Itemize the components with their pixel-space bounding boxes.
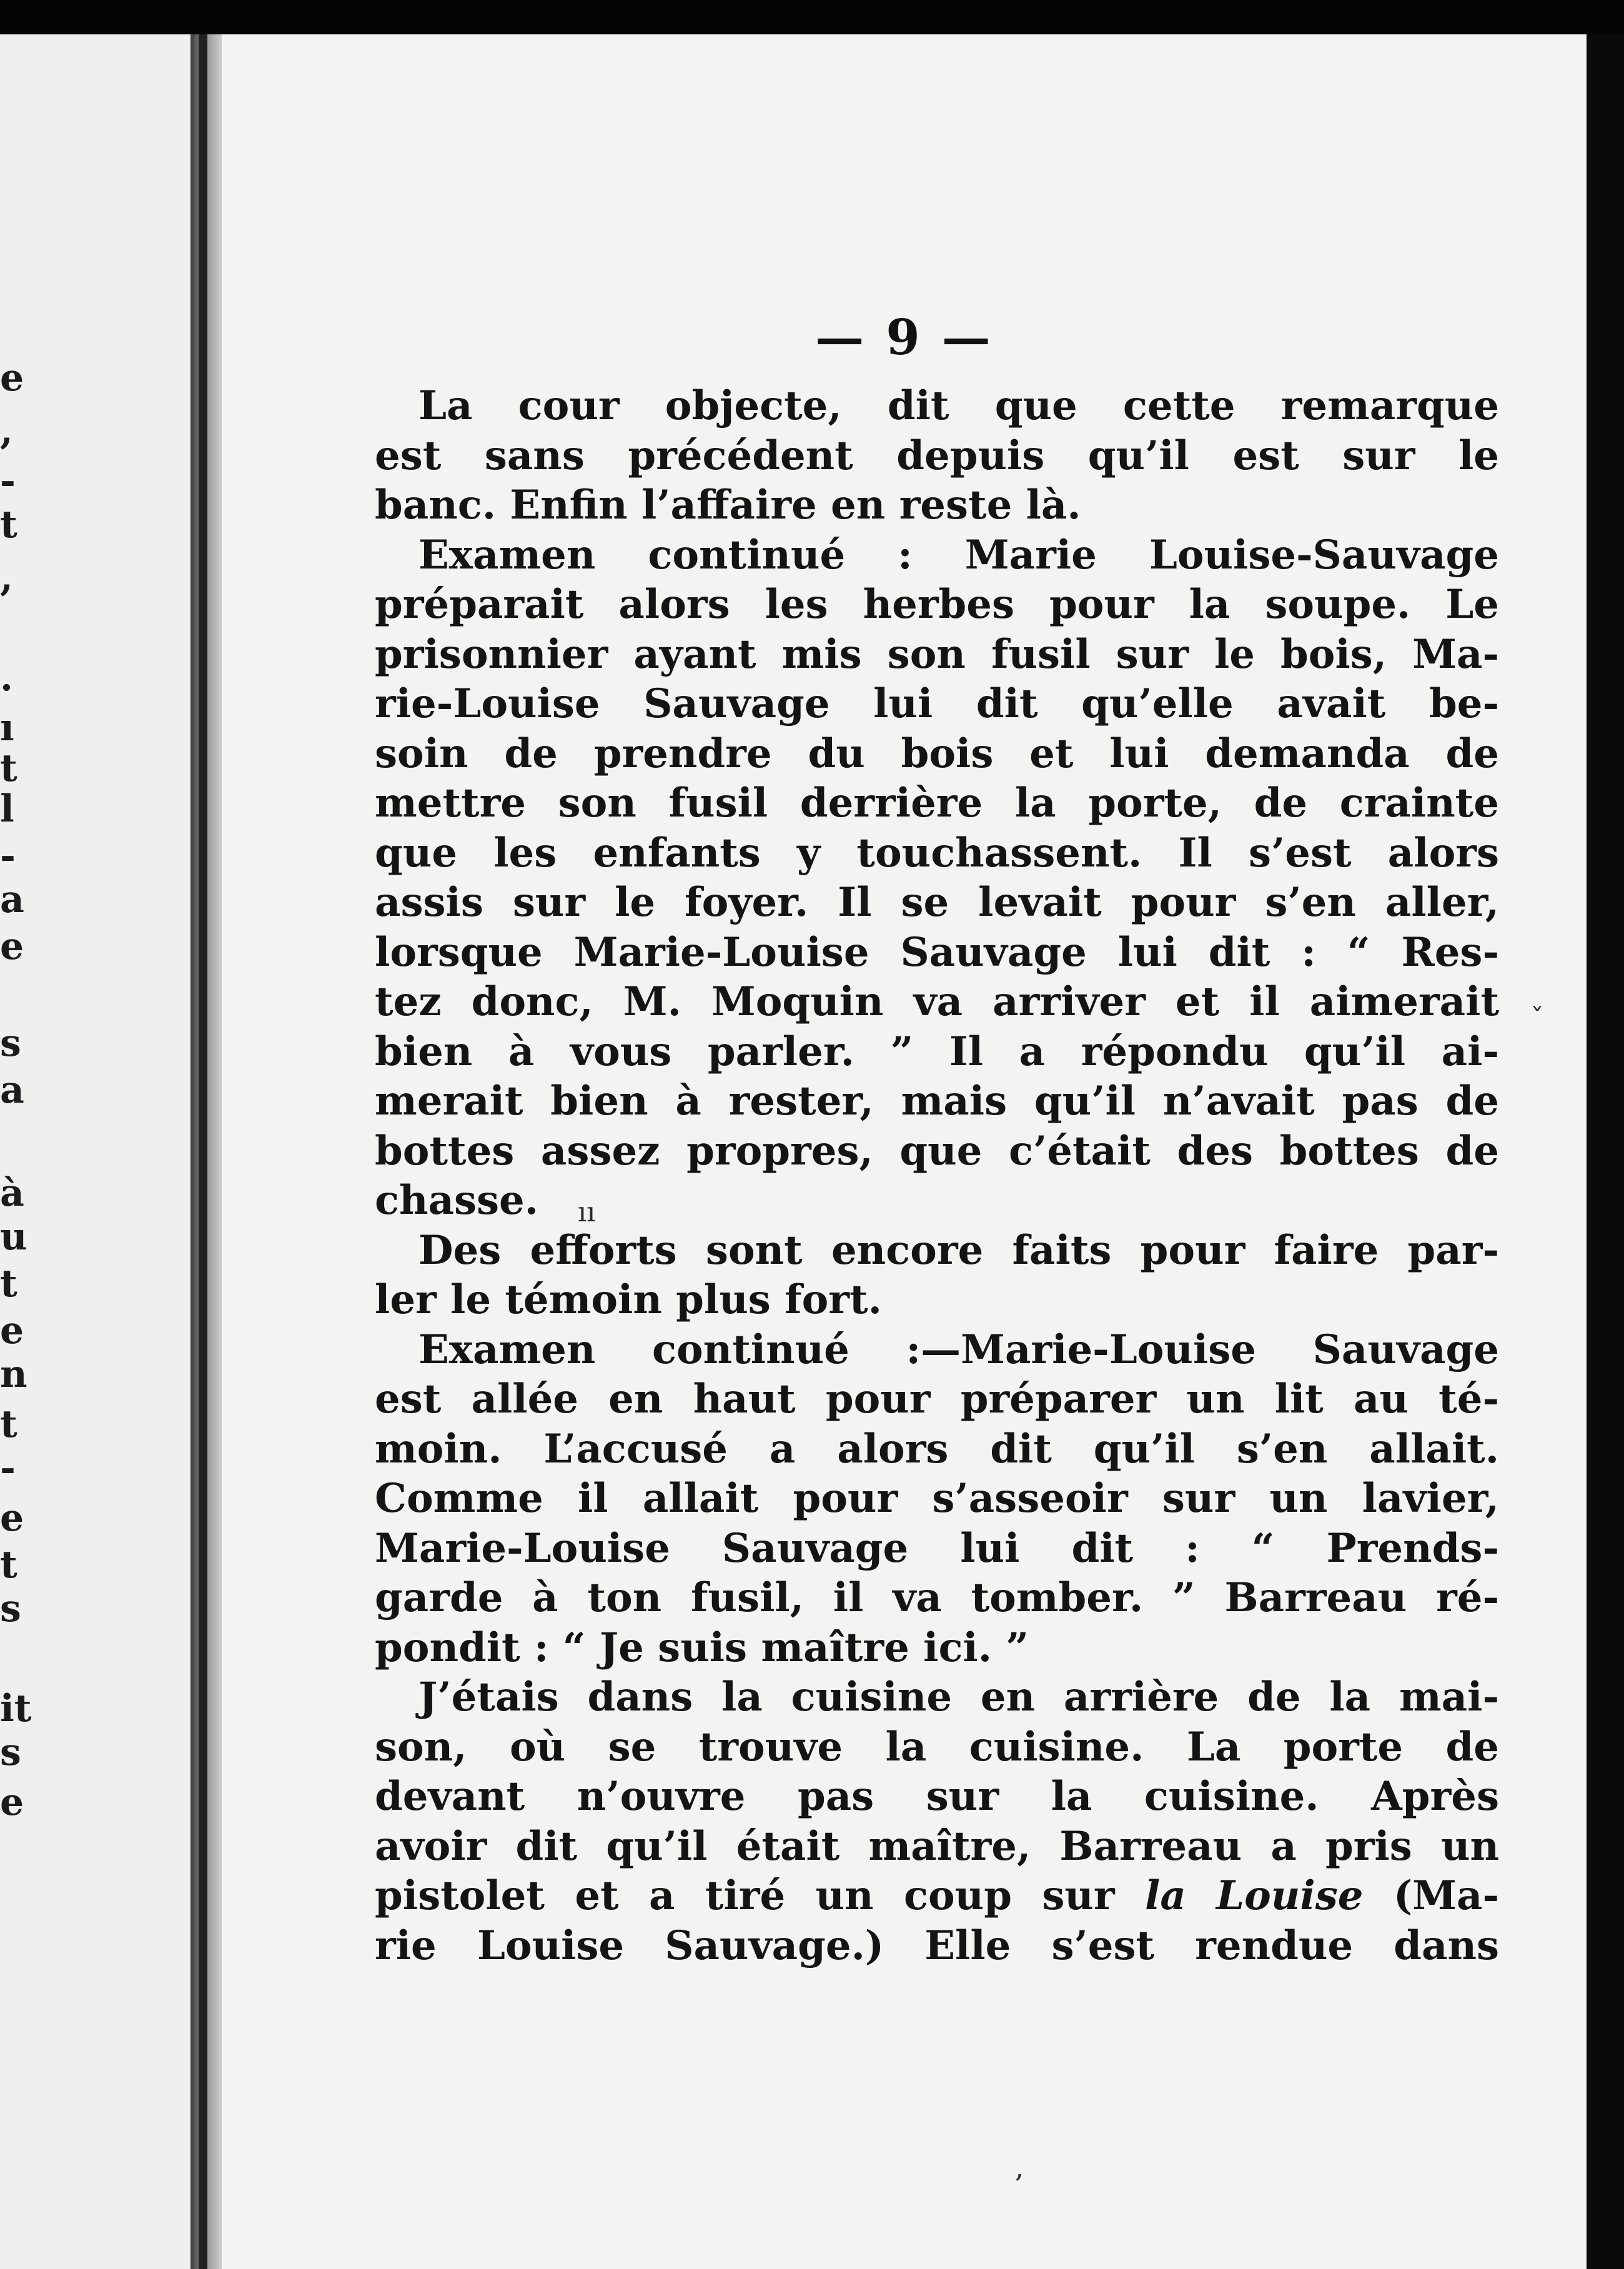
- text-line: La cour objecte, dit que cette remarque: [418, 382, 1499, 429]
- text-line: merait bien à rester, mais qu’il n’avait pas de: [375, 1078, 1499, 1125]
- left-page-char: e: [0, 925, 24, 968]
- text-line: ler le témoin plus fort.: [375, 1276, 882, 1323]
- text-line: pondit : “ Je suis maître ici. ”: [375, 1624, 1029, 1671]
- text-line: prisonnier ayant mis son fusil sur le bois, Ma-: [375, 630, 1499, 678]
- left-page-char: s: [0, 1730, 21, 1774]
- page-body-text: [375, 381, 1499, 1970]
- left-page-char: a: [0, 878, 24, 921]
- left-page-char: à: [0, 1171, 24, 1215]
- text-line: moin. L’accusé a alors dit qu’il s’en allait.: [375, 1425, 1499, 1472]
- text-line: Examen continué :—Marie-Louise Sauvage: [418, 1326, 1499, 1373]
- text-line: bien à vous parler. ” Il a répondu qu’il ai-: [375, 1028, 1499, 1075]
- text-line: devant n’ouvre pas sur la cuisine. Après: [375, 1773, 1499, 1820]
- left-page-char: e: [0, 1309, 24, 1353]
- left-page-char: u: [0, 1215, 27, 1259]
- text-line: Des efforts sont encore faits pour faire par-: [418, 1226, 1499, 1274]
- scanner-right-border: [1587, 34, 1624, 2269]
- left-page-char: s: [0, 1587, 21, 1631]
- left-page-char: e: [0, 1780, 24, 1824]
- left-page-char: e: [0, 1496, 24, 1540]
- text-line: tez donc, M. Moquin va arriver et il aimerait: [375, 978, 1499, 1025]
- left-page-char: t: [0, 503, 17, 547]
- text-line: pistolet et a tiré un coup sur la Louise (Ma-: [375, 1872, 1499, 1919]
- text-line: garde à ton fusil, il va tomber. ” Barreau ré-: [375, 1574, 1499, 1621]
- left-page-char: t: [0, 747, 17, 790]
- print-speck: ıı: [578, 1196, 596, 1228]
- text-line: rie Louise Sauvage.) Elle s’est rendue dans: [375, 1922, 1499, 1969]
- left-page-char: ,: [0, 409, 13, 453]
- print-speck: ˇ: [1530, 1003, 1544, 1035]
- text-line: banc. Enfin l’affaire en reste là.: [375, 482, 1081, 529]
- text-line: son, où se trouve la cuisine. La porte de: [375, 1723, 1499, 1770]
- text-line: préparait alors les herbes pour la soupe. Le: [375, 581, 1499, 628]
- text-line: Examen continué : Marie Louise-Sauvage: [418, 531, 1499, 578]
- text-line: avoir dit qu’il était maître, Barreau a pris un: [375, 1822, 1499, 1870]
- print-speck: ,: [1015, 2152, 1024, 2184]
- previous-page-fragment: [0, 34, 191, 2269]
- text-line: mettre son fusil derrière la porte, de crainte: [375, 780, 1499, 827]
- text-line: lorsque Marie-Louise Sauvage lui dit : “ Res-: [375, 928, 1499, 976]
- text-line: rie-Louise Sauvage lui dit qu’elle avait be-: [375, 680, 1499, 727]
- left-page-char: s: [0, 1021, 21, 1065]
- text-line: assis sur le foyer. Il se levait pour s’en aller,: [375, 879, 1499, 926]
- left-page-char: it: [0, 1687, 32, 1730]
- left-page-char: -: [0, 459, 16, 503]
- gutter-shadow: [199, 34, 207, 2269]
- page-number: — 9 —: [815, 309, 993, 366]
- left-page-char: .: [0, 656, 13, 700]
- left-page-char: ,: [0, 556, 13, 600]
- text-line: est allée en haut pour préparer un lit au té-: [375, 1376, 1499, 1422]
- left-page-char: t: [0, 1403, 17, 1446]
- text-line: est sans précédent depuis qu’il est sur le: [375, 432, 1499, 479]
- book-page: [222, 34, 1587, 2269]
- left-page-char: e: [0, 356, 24, 400]
- left-page-char: n: [0, 1353, 27, 1396]
- left-page-char: a: [0, 1068, 24, 1112]
- left-page-char: l: [0, 787, 14, 831]
- text-line: J’étais dans la cuisine en arrière de la mai-: [418, 1674, 1499, 1720]
- left-page-char: t: [0, 1262, 17, 1306]
- text-line: que les enfants y touchassent. Il s’est alors: [375, 829, 1499, 876]
- left-page-char: -: [0, 834, 16, 878]
- text-line: chasse.: [375, 1177, 539, 1224]
- text-line: Marie-Louise Sauvage lui dit : “ Prends-: [375, 1524, 1499, 1572]
- left-page-char: -: [0, 1446, 16, 1490]
- left-page-char: ı: [0, 706, 14, 750]
- text-line: soin de prendre du bois et lui demanda de: [375, 730, 1499, 777]
- left-page-char: t: [0, 1543, 17, 1587]
- text-line: bottes assez propres, que c’était des bottes de: [375, 1127, 1499, 1174]
- text-line: Comme il allait pour s’asseoir sur un lavier,: [375, 1475, 1499, 1522]
